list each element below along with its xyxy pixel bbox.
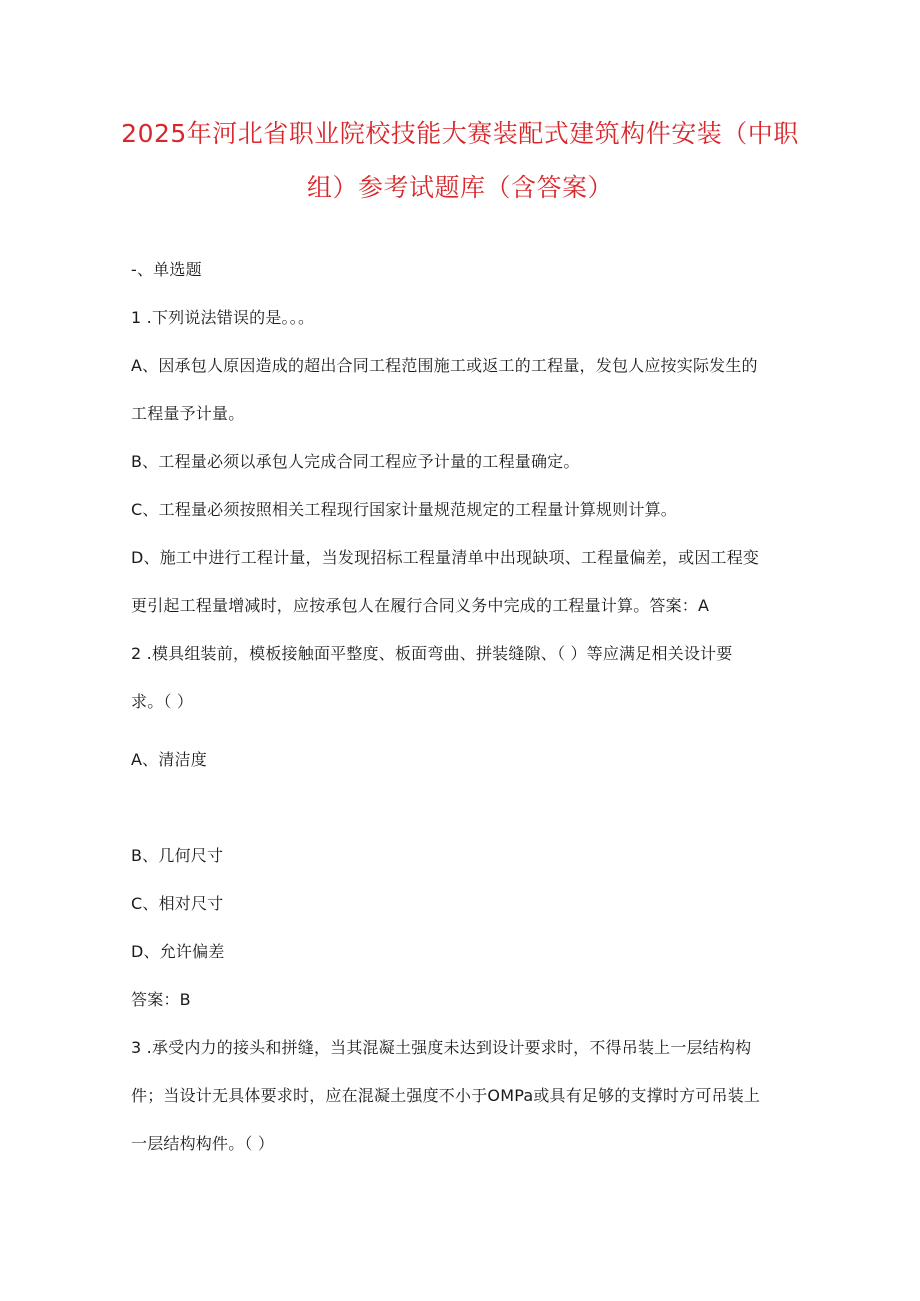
question-1-option-a: A、因承包人原因造成的超出合同工程范围施工或返工的工程量，发包人应按实际发生的 [131, 356, 758, 375]
question-3-stem-continued-2: 一层结构构件。（ ） [131, 1134, 275, 1153]
question-2-stem-continued: 求。（ ） [131, 692, 194, 711]
question-1-option-a-continued: 工程量予计量。 [131, 404, 245, 423]
question-2-option-a: A、清洁度 [131, 750, 207, 769]
question-2-option-c: C、相对尺寸 [131, 894, 224, 913]
question-2-answer: 答案：B [131, 990, 191, 1009]
question-1-option-b: B、工程量必须以承包人完成合同工程应予计量的工程量确定。 [131, 452, 580, 471]
section-heading: -、单选题 [131, 260, 202, 279]
question-2-option-d: D、允许偏差 [131, 942, 225, 961]
document-title-line-1: 2025年河北省职业院校技能大赛装配式建筑构件安装（中职 [121, 119, 799, 148]
document-title-line-2: 组）参考试题库（含答案） [306, 173, 613, 202]
question-1-stem: 1 .下列说法错误的是。。。 [131, 308, 315, 327]
question-3-stem-continued: 件；当设计无具体要求时，应在混凝土强度不小于OMPa或具有足够的支撑时方可吊装上 [131, 1086, 761, 1105]
question-2-stem: 2 .模具组装前，模板接触面平整度、板面弯曲、拼装缝隙、（ ）等应满足相关设计要 [131, 644, 733, 663]
question-3-stem: 3 .承受内力的接头和拼缝，当其混凝土强度未达到设计要求时，不得吊装上一层结构构 [131, 1038, 752, 1057]
question-1-option-d: D、施工中进行工程计量，当发现招标工程量清单中出现缺项、工程量偏差，或因工程变 [131, 548, 760, 567]
question-2-option-b: B、几何尺寸 [131, 846, 224, 865]
question-1-option-c: C、工程量必须按照相关工程现行国家计量规范规定的工程量计算规则计算。 [131, 500, 677, 519]
question-1-option-d-continued: 更引起工程量增减时，应按承包人在履行合同义务中完成的工程量计算。答案：A [131, 596, 710, 615]
